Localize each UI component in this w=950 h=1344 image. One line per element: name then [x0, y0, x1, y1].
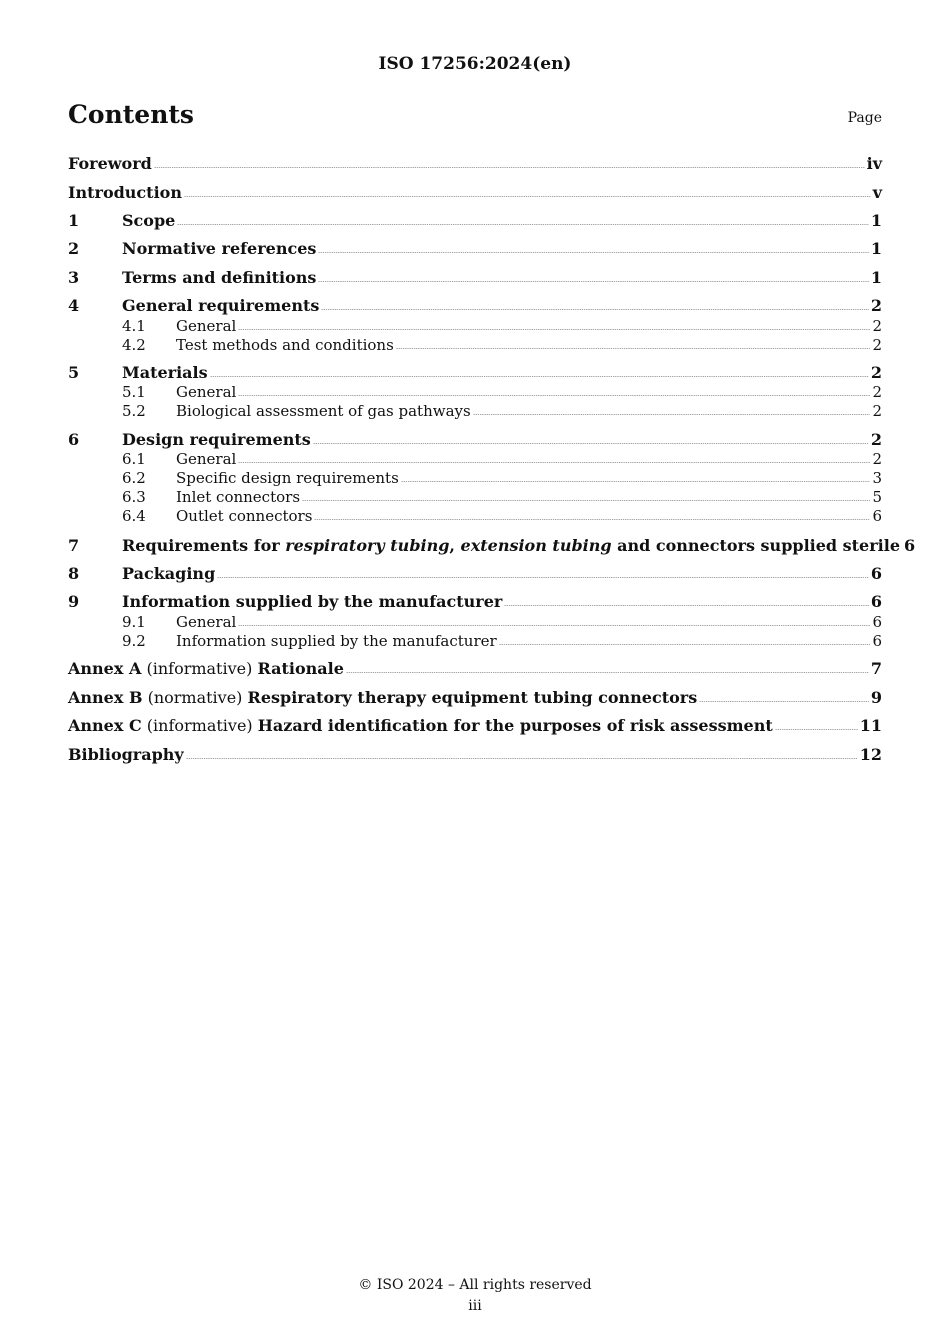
toc-entry-9-1[interactable] [68, 613, 882, 631]
toc-entry-number: 9.1 [122, 613, 146, 631]
toc-entry-title [68, 659, 344, 678]
toc-entry-number: 6.4 [122, 507, 146, 525]
toc-entry-number: 6.3 [122, 488, 146, 506]
dot-leader [177, 224, 869, 225]
toc-entry-page: 2 [870, 430, 882, 449]
dot-leader [184, 196, 871, 197]
title-part: , [449, 536, 461, 555]
title-italic-term: respiratory tubing [285, 536, 450, 555]
toc-entry-title: Introduction [68, 183, 182, 202]
title-italic-term: extension tubing [460, 536, 612, 555]
toc-entry-title: General [176, 613, 237, 631]
toc-entry-number: 8 [68, 564, 80, 583]
toc-entry-6[interactable] [68, 430, 882, 449]
toc-entry-page: v [872, 183, 882, 202]
dot-leader [473, 414, 871, 415]
dot-leader [302, 500, 870, 501]
toc-entry-title: General requirements [122, 296, 320, 315]
toc-entry-number: 9.2 [122, 632, 146, 650]
toc-entry-7[interactable] [68, 536, 916, 555]
toc-entry-3[interactable] [68, 268, 882, 287]
toc-entry-title: Scope [122, 211, 176, 230]
toc-entry-page: iv [866, 154, 882, 173]
toc-entry-title: General [176, 450, 237, 468]
toc-entry-page: 5 [872, 488, 882, 506]
toc-entry-annex-b[interactable] [68, 688, 882, 707]
toc-entry-title: Bibliography [68, 745, 184, 764]
toc-entry-4[interactable] [68, 296, 882, 315]
toc-entry-title: Packaging [122, 564, 216, 583]
dot-leader [775, 729, 858, 730]
dot-leader [499, 644, 871, 645]
annex-type: (informative) [141, 659, 258, 678]
dot-leader [313, 443, 869, 444]
dot-leader [699, 701, 869, 702]
dot-leader [346, 672, 869, 673]
toc-entry-page: 1 [870, 239, 882, 258]
dot-leader [238, 625, 870, 626]
dot-leader [238, 462, 870, 463]
toc-entry-number: 4 [68, 296, 80, 315]
toc-entry-number: 4.1 [122, 317, 146, 335]
toc-entry-4-2[interactable] [68, 336, 882, 354]
toc-entry-number: 2 [68, 239, 80, 258]
toc-entry-page: 6 [904, 536, 916, 555]
toc-entry-page: 6 [872, 613, 882, 631]
toc-entry-title: Design requirements [122, 430, 311, 449]
dot-leader [504, 605, 869, 606]
title-part: Requirements for [122, 536, 286, 555]
toc-entry-number: 6 [68, 430, 80, 449]
toc-entry-number: 9 [68, 592, 80, 611]
toc-entry-title: Normative references [122, 239, 317, 258]
toc-entry-bibliography[interactable] [68, 745, 882, 764]
toc-entry-introduction[interactable] [68, 183, 882, 202]
toc-entry-number: 6.2 [122, 469, 146, 487]
dot-leader [318, 281, 868, 282]
dot-leader [318, 252, 868, 253]
toc-entry-1[interactable] [68, 211, 882, 230]
toc-entry-8[interactable] [68, 564, 882, 583]
toc-entry-title: Test methods and conditions [176, 336, 394, 354]
toc-entry-page: 2 [872, 336, 882, 354]
toc-entry-6-1[interactable] [68, 450, 882, 468]
annex-title: Respiratory therapy equipment tubing connectors [247, 688, 698, 707]
toc-entry-5[interactable] [68, 363, 882, 382]
dot-leader [210, 376, 869, 377]
annex-label: Annex C [68, 716, 142, 735]
toc-entry-page: 3 [872, 469, 882, 487]
toc-entry-title: Biological assessment of gas pathways [176, 402, 471, 420]
toc-entry-4-1[interactable] [68, 317, 882, 335]
toc-entry-number: 3 [68, 268, 80, 287]
dot-leader [314, 519, 870, 520]
title-part: and connectors supplied sterile [611, 536, 900, 555]
toc-entry-title: Terms and definitions [122, 268, 317, 287]
annex-type: (normative) [142, 688, 248, 707]
dot-leader [321, 309, 869, 310]
toc-entry-number: 5.2 [122, 402, 146, 420]
toc-entry-page: 6 [870, 592, 882, 611]
toc-entry-number: 1 [68, 211, 80, 230]
toc-entry-9[interactable] [68, 592, 882, 611]
toc-entry-page: 2 [872, 317, 882, 335]
annex-label: Annex A [68, 659, 142, 678]
toc-entry-annex-a[interactable] [68, 659, 882, 678]
annex-type: (informative) [141, 716, 258, 735]
toc-entry-5-1[interactable] [68, 383, 882, 401]
toc-entry-page: 2 [870, 296, 882, 315]
toc-entry-page: 6 [872, 632, 882, 650]
toc-entry-title: Specific design requirements [176, 469, 399, 487]
toc-entry-page: 2 [872, 450, 882, 468]
dot-leader [186, 758, 858, 759]
toc-entry-foreword[interactable] [68, 154, 882, 173]
toc-entry-5-2[interactable] [68, 402, 882, 420]
copyright-notice: © ISO 2024 – All rights reserved [358, 1277, 592, 1293]
toc-entry-annex-c[interactable] [68, 716, 882, 735]
toc-entry-page: 11 [859, 716, 882, 735]
toc-entry-page: 6 [872, 507, 882, 525]
toc-entry-2[interactable] [68, 239, 882, 258]
annex-label: Annex B [68, 688, 143, 707]
dot-leader [401, 481, 871, 482]
toc-entry-title [68, 688, 697, 707]
contents-title: Contents [68, 100, 195, 129]
dot-leader [154, 167, 865, 168]
toc-entry-number: 7 [68, 536, 80, 555]
toc-entry-page: 6 [870, 564, 882, 583]
dot-leader [396, 348, 871, 349]
toc-entry-9-2[interactable] [68, 632, 882, 650]
toc-entry-title [122, 536, 900, 555]
toc-entry-title: Materials [122, 363, 208, 382]
toc-entry-number: 4.2 [122, 336, 146, 354]
toc-entry-6-4[interactable] [68, 507, 882, 525]
page-number: iii [468, 1298, 482, 1314]
toc-entry-page: 2 [870, 363, 882, 382]
toc-entry-page: 9 [870, 688, 882, 707]
toc-entry-number: 5 [68, 363, 80, 382]
toc-entry-title: General [176, 383, 237, 401]
toc-entry-6-2[interactable] [68, 469, 882, 487]
toc-entry-title: General [176, 317, 237, 335]
toc-entry-number: 6.1 [122, 450, 146, 468]
page-column-label: Page [847, 110, 882, 126]
toc-entry-title: Information supplied by the manufacturer [122, 592, 503, 611]
toc-entry-title [68, 716, 773, 735]
toc-entry-page: 12 [859, 745, 882, 764]
toc-entry-title: Inlet connectors [176, 488, 301, 506]
toc-entry-page: 7 [870, 659, 882, 678]
toc-entry-title: Information supplied by the manufacturer [176, 632, 497, 650]
toc-entry-6-3[interactable] [68, 488, 882, 506]
document-header: ISO 17256:2024(en) [378, 54, 572, 74]
toc-entry-title: Outlet connectors [176, 507, 313, 525]
dot-leader [217, 577, 869, 578]
toc-entry-page: 1 [870, 268, 882, 287]
dot-leader [238, 329, 870, 330]
annex-title: Rationale [257, 659, 344, 678]
annex-title: Hazard identification for the purposes of risk assessment [257, 716, 773, 735]
toc-entry-page: 2 [872, 402, 882, 420]
toc-entry-page: 1 [870, 211, 882, 230]
dot-leader [238, 395, 870, 396]
toc-entry-page: 2 [872, 383, 882, 401]
toc-entry-title: Foreword [68, 154, 152, 173]
toc-entry-number: 5.1 [122, 383, 146, 401]
